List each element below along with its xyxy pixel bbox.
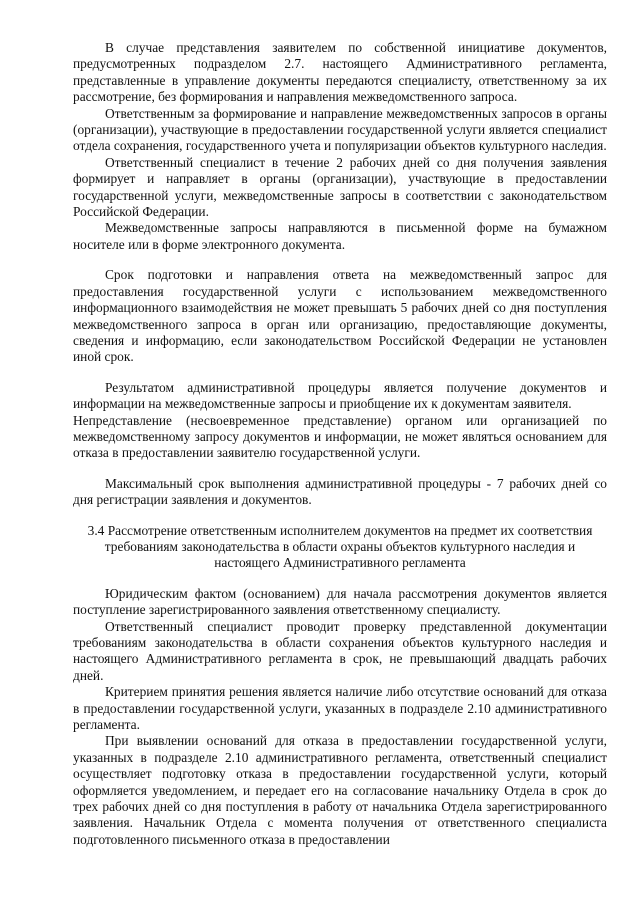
section-heading: 3.4 Рассмотрение ответственным исполнителем документов на предмет их соответствия требованиям законодательства в области охраны объектов культурного наследия и настоящего Административного регламента — [87, 522, 593, 571]
spacer — [73, 462, 607, 476]
spacer — [73, 509, 607, 523]
paragraph-response-term: Срок подготовки и направления ответа на межведомственный запрос для предоставления государственной услуги с использованием межведомственного информационного взаимодействия не может превышать 5 рабочих дней со дня поступления межведомственного запроса в орган или организацию, предоставляющие документы, сведения и информацию, если законодательством Российской Федерации не установлен иной срок. — [73, 267, 607, 365]
paragraph-responsible-requests: Ответственным за формирование и направление межведомственных запросов в органы (организации), участвующие в предоставлении государственной услуги является специалист отдела сохранения, государственного учета и популяризации объектов культурного наследия. — [73, 105, 607, 154]
paragraph-legal-fact: Юридическим фактом (основанием) для начала рассмотрения документов является поступление зарегистрированного заявления ответственному специалисту. — [73, 585, 607, 618]
paragraph-refusal-grounds: При выявлении оснований для отказа в предоставлении государственной услуги, указанных в подразделе 2.10 административного регламента, ответственный специалист осуществляет подготовку отказа в предоставлении государственной услуги, который оформляется уведомлением, и передает его на согласование начальнику Отдела в срок до трех рабочих дней со дня поступления в работу от начальника Отдела зарегистрированного заявления. Начальник Отдела с момента получения от ответственного специалиста подготовленного письменного отказа в предоставлении — [73, 733, 607, 847]
paragraph-request-form: Межведомственные запросы направляются в письменной форме на бумажном носителе или в форме электронного документа. — [73, 220, 607, 252]
paragraph-decision-criterion: Критерием принятия решения является наличие либо отсутствие оснований для отказа в предоставлении государственной услуги, указанных в подразделе 2.10 административного регламента. — [73, 684, 607, 733]
paragraph-verification: Ответственный специалист проводит проверку представленной документации требованиям законодательства в области сохранения объектов культурного наследия и настоящего Административного регламента в срок, не превышающий двадцать рабочих дней. — [73, 618, 607, 683]
paragraph-own-initiative: В случае представления заявителем по собственной инициативе документов, предусмотренных подразделом 2.7. настоящего Административного регламента, представленные в управление документы передаются специалисту, ответственному за их рассмотрение, без формирования и направления межведомственного запроса. — [73, 40, 607, 105]
paragraph-specialist-deadline: Ответственный специалист в течение 2 рабочих дней со дня получения заявления формирует и направляет в органы (организации), участвующие в предоставлении государственной услуги, межведомственные запросы в соответствии с законодательством Российской Федерации. — [73, 154, 607, 220]
spacer — [73, 366, 607, 380]
spacer — [73, 572, 607, 586]
spacer — [73, 253, 607, 267]
document-page — [73, 40, 607, 848]
paragraph-nonprovision: Непредставление (несвоевременное представление) органом или организацией по межведомственному запросу документов и информации, не может являться основанием для отказа в предоставлении заявителю государственной услуги. — [73, 412, 607, 461]
paragraph-max-term: Максимальный срок выполнения административной процедуры - 7 рабочих дней со дня регистрации заявления и документов. — [73, 475, 607, 508]
paragraph-procedure-result: Результатом административной процедуры является получение документов и информации на межведомственные запросы и приобщение их к документам заявителя. — [73, 379, 607, 412]
